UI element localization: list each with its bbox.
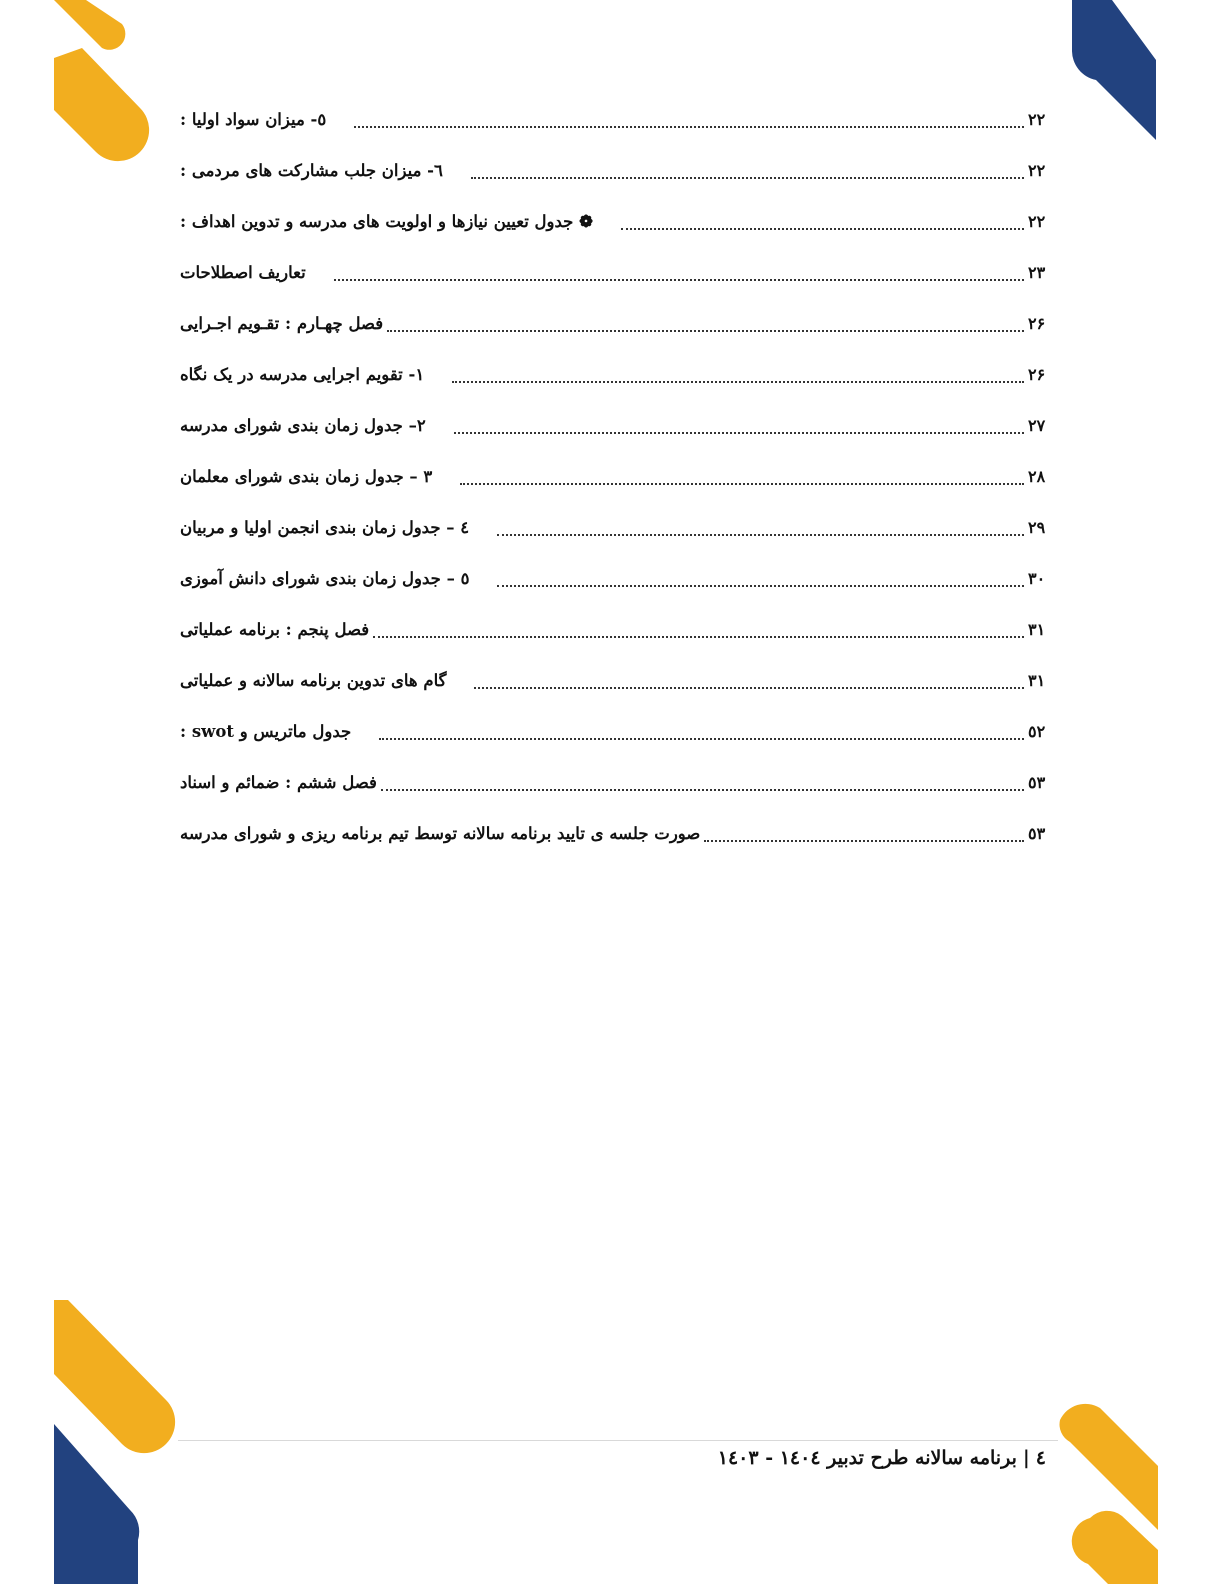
toc-entry-page: ۲۲ (1028, 110, 1046, 129)
toc-entry-page: ۲۶ (1028, 314, 1046, 333)
toc-dot-leader (497, 585, 1024, 587)
toc-entry-title: ۲– جدول زمان بندی شورای مدرسه (180, 416, 426, 435)
toc-dot-leader (334, 279, 1024, 281)
toc-dot-leader (387, 330, 1024, 332)
toc-entry-title: ٥- میزان سواد اولیا : (180, 110, 327, 129)
toc-entry[interactable] (178, 553, 1050, 604)
toc-entry-title: ❁ جدول تعیین نیازها و اولویت های مدرسه و تدوین اهداف : (180, 212, 593, 231)
footer-divider (178, 1440, 1058, 1441)
toc-entry-page: ٥۳ (1028, 824, 1046, 843)
toc-entry-title: ٥ – جدول زمان بندی شورای دانش آموزی (180, 569, 470, 588)
toc-dot-leader (354, 126, 1024, 128)
bottom-right-yellow-decoration (1050, 1400, 1160, 1584)
top-left-yellow-decoration (54, 0, 154, 165)
toc-entry-title: ٤ – جدول زمان بندی انجمن اولیا و مربیان (180, 518, 470, 537)
toc-entry-page: ۲۳ (1028, 263, 1046, 282)
toc-entry-title: جدول ماتریس و swot : (180, 722, 352, 741)
toc-entry[interactable] (178, 349, 1050, 400)
toc-entry-title: فصل پنجم : برنامه عملیاتی (180, 620, 370, 639)
toc-entry-title: تعاریف اصطلاحات (180, 263, 306, 282)
top-right-blue-decoration (1072, 0, 1162, 145)
toc-dot-leader (381, 789, 1024, 791)
toc-entry-title: گام های تدوین برنامه سالانه و عملیاتی (180, 671, 447, 690)
toc-entry-page: ۲۲ (1028, 161, 1046, 180)
footer-separator: | (1022, 1447, 1030, 1469)
toc-dot-leader (460, 483, 1024, 485)
toc-entry[interactable] (178, 808, 1050, 859)
page-footer (718, 1447, 1046, 1469)
toc-entry[interactable] (178, 145, 1050, 196)
toc-entry-title: فصل ششم : ضمائم و اسناد (180, 773, 377, 792)
toc-dot-leader (454, 432, 1024, 434)
table-of-contents (178, 94, 1050, 859)
toc-dot-leader (452, 381, 1024, 383)
toc-entry-page: ۲۸ (1028, 467, 1046, 486)
toc-entry-page: ۳۱ (1028, 620, 1046, 639)
footer-page-number: ٤ (1035, 1447, 1046, 1469)
toc-dot-leader (471, 177, 1024, 179)
toc-entry-title: ۳ – جدول زمان بندی شورای معلمان (180, 467, 433, 486)
toc-entry-page: ٥۳ (1028, 773, 1046, 792)
toc-entry-page: ۲۷ (1028, 416, 1046, 435)
toc-entry[interactable] (178, 655, 1050, 706)
toc-dot-leader (704, 840, 1024, 842)
toc-entry-page: ۳۱ (1028, 671, 1046, 690)
toc-dot-leader (497, 534, 1024, 536)
toc-entry[interactable] (178, 604, 1050, 655)
toc-entry[interactable] (178, 706, 1050, 757)
toc-entry-title: ٦- میزان جلب مشارکت های مردمی : (180, 161, 443, 180)
toc-entry-page: ۲۲ (1028, 212, 1046, 231)
toc-entry-title: فصل چهـارم : تقـویم اجـرایی (180, 314, 384, 333)
toc-dot-leader (373, 636, 1024, 638)
toc-entry-page: ٥۲ (1028, 722, 1046, 741)
toc-entry[interactable] (178, 94, 1050, 145)
toc-entry[interactable] (178, 757, 1050, 808)
toc-dot-leader (474, 687, 1024, 689)
toc-entry[interactable] (178, 196, 1050, 247)
toc-dot-leader (621, 228, 1024, 230)
toc-entry-title: ۱- تقویم اجرایی مدرسه در یک نگاه (180, 365, 425, 384)
bottom-left-decoration (54, 1300, 184, 1584)
toc-entry[interactable] (178, 400, 1050, 451)
toc-entry-title: صورت جلسه ی تایید برنامه سالانه توسط تیم برنامه ریزی و شورای مدرسه (180, 824, 701, 843)
toc-entry-page: ۲۹ (1028, 518, 1046, 537)
toc-entry[interactable] (178, 298, 1050, 349)
toc-entry[interactable] (178, 451, 1050, 502)
footer-title: برنامه سالانه طرح تدبیر ۱٤۰٤ - ۱٤۰۳ (717, 1447, 1017, 1469)
toc-entry[interactable] (178, 247, 1050, 298)
toc-entry[interactable] (178, 502, 1050, 553)
toc-entry-page: ۲۶ (1028, 365, 1046, 384)
toc-entry-page: ۳۰ (1028, 569, 1046, 588)
toc-dot-leader (379, 738, 1024, 740)
